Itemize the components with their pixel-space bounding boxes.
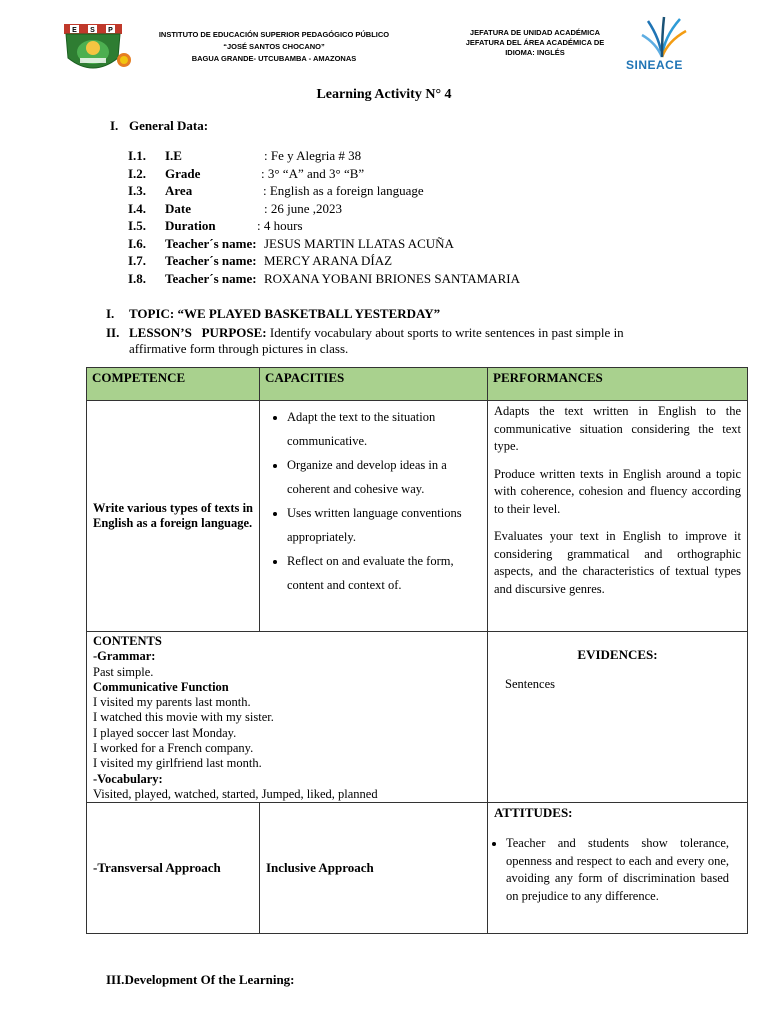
row-label: Teacher´s name: <box>165 253 257 268</box>
header-capacities: CAPACITIES <box>260 368 488 401</box>
topic-title: TOPIC: “WE PLAYED BASKETBALL YESTERDAY” <box>129 306 441 321</box>
row-number: I.3. <box>128 183 147 198</box>
evidences-value: Sentences <box>505 677 555 691</box>
row-value: : 3° “A” and 3° “B” <box>261 165 365 181</box>
capacity-item: • Reflect on and evaluate the form, content and context of. <box>287 549 479 597</box>
inclusive-approach-cell: Inclusive Approach <box>260 803 488 934</box>
performance-item: Adapts the text written in English to the communicative situation considering the text type. <box>494 404 741 453</box>
department-line-2: JEFATURA DEL ÁREA ACADÉMICA DE <box>465 38 605 47</box>
page-title: Learning Activity N° 4 <box>316 87 452 102</box>
svg-text:S: S <box>90 27 95 34</box>
attitudes-list <box>488 835 747 905</box>
institute-crest-logo <box>62 22 132 78</box>
row-label: Grade <box>165 165 201 181</box>
capacities-cell <box>260 401 488 632</box>
example-sentence: I worked for a French company. <box>93 741 254 756</box>
development-heading <box>106 972 295 988</box>
svg-text:E: E <box>72 27 77 34</box>
row-value: JESUS MARTIN LLATAS ACUÑA <box>264 235 454 251</box>
header-competence: COMPETENCE <box>87 368 260 401</box>
purpose-line-2: affirmative form through pictures in class. <box>129 341 349 356</box>
row-value: MERCY ARANA DÍAZ <box>264 253 393 268</box>
example-sentence: I visited my parents last month. <box>93 695 251 710</box>
row-label: Date <box>165 200 191 216</box>
example-sentence: I watched this movie with my sister. <box>93 710 274 725</box>
row-value: : 4 hours <box>257 218 303 233</box>
learning-table <box>86 367 748 934</box>
vocabulary-label: -Vocabulary: <box>93 771 163 786</box>
purpose-num: II. <box>106 325 120 340</box>
general-data-row <box>128 217 728 235</box>
row-number: I.8. <box>128 270 147 286</box>
row-label: Teacher´s name: <box>165 235 257 251</box>
general-data-row <box>128 235 728 253</box>
row-value: ROXANA YOBANI BRIONES SANTAMARIA <box>264 270 520 286</box>
contents-title: CONTENTS <box>93 634 162 648</box>
attitudes-cell <box>488 803 748 934</box>
row-value: : English as a foreign language <box>263 183 424 198</box>
department-line-1: JEFATURA DE UNIDAD ACADÉMICA <box>469 28 601 37</box>
vocabulary-value: Visited, played, watched, started, Jumped, liked, planned <box>93 786 378 801</box>
row-label: I.E <box>165 148 182 163</box>
sineace-label: SINEACE <box>626 58 683 72</box>
capacity-item: • Organize and develop ideas in a coherent and cohesive way. <box>287 453 479 501</box>
general-data-row <box>128 200 728 218</box>
row-value: : Fe y Alegria # 38 <box>264 148 362 163</box>
performances-cell <box>488 401 748 632</box>
evidences-title: EVIDENCES: <box>577 647 658 662</box>
contents-cell <box>87 632 488 803</box>
row-number: I.1. <box>128 148 147 163</box>
example-sentence: I played soccer last Monday. <box>93 725 237 740</box>
institute-name: INSTITUTO DE EDUCACIÓN SUPERIOR PEDAGÓGICO PÚBLICO <box>158 30 390 39</box>
general-data-row <box>128 165 728 183</box>
department-line-3: IDIOMA: INGLÉS <box>505 48 565 57</box>
department-header <box>440 28 630 58</box>
attitude-item: • Teacher and students show tolerance, openness and respect to each and every one, avoiding any form of discrimination based on prejudice to any difference. <box>506 835 729 905</box>
general-data-row <box>128 147 728 165</box>
capacity-item: • Uses written language conventions appropriately. <box>287 501 479 549</box>
row-number: I.7. <box>128 253 147 268</box>
example-sentence: I visited my girlfriend last month. <box>93 756 262 771</box>
general-data-heading-num: I. <box>110 118 119 133</box>
row-label: Duration <box>165 218 216 233</box>
attitudes-title: ATTITUDES: <box>494 805 573 821</box>
row-number: I.4. <box>128 200 147 216</box>
general-data-list <box>128 147 728 287</box>
general-data-heading: General Data: <box>129 118 209 133</box>
general-data-row <box>128 182 728 200</box>
general-data-row <box>128 270 728 288</box>
development-num: III. <box>106 972 125 987</box>
row-label: Teacher´s name: <box>165 270 257 286</box>
competence-cell: Write various types of texts in English as a foreign language. <box>87 401 260 632</box>
grammar-value: Past simple. <box>93 664 154 679</box>
function-label: Communicative Function <box>93 679 229 694</box>
sentence-list <box>93 695 481 771</box>
capacity-item: • Adapt the text to the situation communicative. <box>287 405 479 453</box>
grammar-label: -Grammar: <box>93 649 156 664</box>
row-number: I.2. <box>128 165 147 181</box>
institute-location: BAGUA GRANDE- UTCUBAMBA - AMAZONAS <box>191 54 357 63</box>
topic-num: I. <box>106 306 115 321</box>
row-number: I.5. <box>128 218 147 233</box>
performance-item: Evaluates your text in English to improve it considering grammatical and orthographic aspects, and the characteristics of textual types and discursive genres. <box>494 529 741 596</box>
performance-item: Produce written texts in English around a topic with coherence, cohesion and fluency according to their level. <box>494 466 741 516</box>
evidences-cell <box>488 632 748 803</box>
purpose-line-1 <box>129 325 624 341</box>
general-data-row <box>128 252 728 270</box>
header-performances: PERFORMANCES <box>488 368 748 401</box>
row-label: Area <box>165 183 193 198</box>
institute-header <box>140 29 408 65</box>
row-value: : 26 june ,2023 <box>264 200 342 216</box>
capacities-list <box>260 401 487 601</box>
transversal-approach-cell: -Transversal Approach <box>87 803 260 934</box>
svg-text:P: P <box>108 27 113 34</box>
sineace-logo-icon <box>640 15 690 59</box>
institute-subname: “JOSÉ SANTOS CHOCANO” <box>223 42 325 51</box>
purpose-text: Identify vocabulary about sports to write sentences in past simple in <box>266 325 624 340</box>
row-number: I.6. <box>128 235 147 251</box>
development-title: Development Of the Learning: <box>124 972 295 987</box>
purpose-label: LESSON’S PURPOSE: <box>129 325 267 340</box>
